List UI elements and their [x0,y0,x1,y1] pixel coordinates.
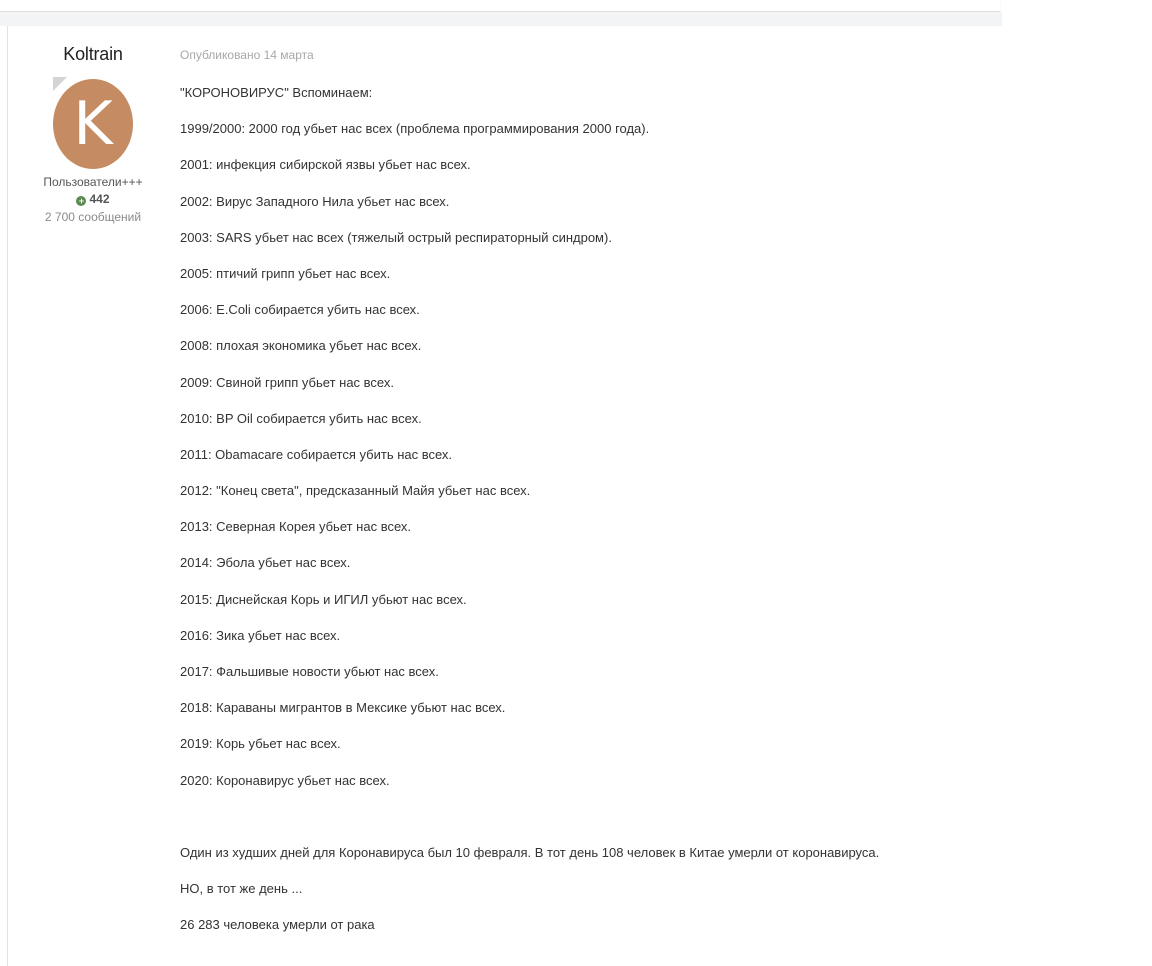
post-content [180,84,980,953]
post-line: 2001: инфекция сибирской язвы убьет нас всех. [180,157,471,173]
post-line: 2020: Коронавирус убьет нас всех. [180,772,390,788]
online-indicator [53,77,67,91]
post-separator [0,12,1002,26]
post-line: "КОРОНОВИРУС" Вспоминаем: [180,85,373,100]
previous-post-card [0,0,1000,12]
post-line: 2013: Северная Корея убьет нас всех. [180,519,412,535]
post-line: 2002: Вирус Западного Нила убьет нас всех. [180,193,450,209]
avatar[interactable]: K [53,79,133,169]
plus-circle-icon: + [76,196,86,206]
post-line: 2011: Obamacare собирается убить нас всех. [180,446,453,462]
avatar-link[interactable] [53,77,133,171]
forum-post [7,26,1003,966]
post-line: 1999/2000: 2000 год убьет нас всех (проблема программирования 2000 года). [180,121,650,137]
author-name-link[interactable]: Koltrain [63,44,123,64]
author-reputation[interactable] [41,192,145,206]
post-line: 2019: Корь убьет нас всех. [180,736,341,752]
post-line: 2017: Фальшивые новости убьют нас всех. [180,664,439,679]
post-date[interactable]: Опубликовано 14 марта [180,48,314,62]
author-group: Пользователи+++ [43,175,143,189]
post-line: 2012: "Конец света", предсказанный Майя убьет нас всех. [180,483,531,499]
post-line: 2008: плохая экономика убьет нас всех. [180,338,422,354]
author-panel [41,42,145,224]
reputation-value: 442 [89,192,110,206]
post-line: НО, в тот же день ... [180,881,303,897]
post-line: 2016: Зика убьет нас всех. [180,627,341,643]
post-line-blank [180,808,980,844]
post-line: 2005: птичий грипп убьет нас всех. [180,265,391,281]
author-post-count: 2 700 сообщений [44,210,142,224]
post-line: 2003: SARS убьет нас всех (тяжелый острый респираторный синдром). [180,229,612,245]
post-line: 2006: E.Coli собирается убить нас всех. [180,302,420,318]
post-line: 26 283 человека умерли от рака [180,917,375,933]
post-line: 2014: Эбола убьет нас всех. [180,555,351,571]
post-line: 2010: BP Oil собирается убить нас всех. [180,410,422,426]
post-line: Один из худших дней для Коронавируса был 10 февраля. В тот день 108 человек в Китае умерли от коронавируса. [180,844,880,860]
post-line: 2009: Свиной грипп убьет нас всех. [180,374,394,390]
post-line: 2018: Караваны мигрантов в Мексике убьют нас всех. [180,700,506,716]
post-line: 2015: Диснейская Корь и ИГИЛ убьют нас всех. [180,591,467,607]
